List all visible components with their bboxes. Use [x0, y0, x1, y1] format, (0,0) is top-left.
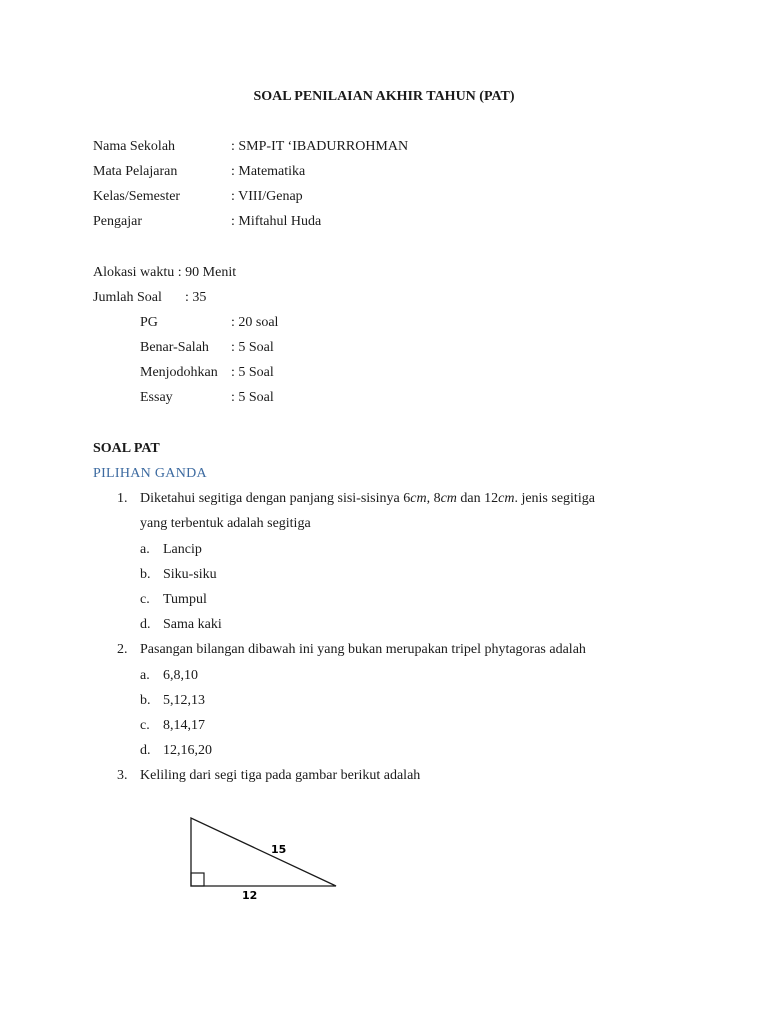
question-text: Pasangan bilangan dibawah ini yang bukan merupakan tripel phytagoras adalah — [140, 642, 586, 657]
question-text: Keliling dari segi tiga pada gambar berikut adalah — [140, 768, 421, 783]
option-letter: b. — [140, 567, 151, 582]
option-text: 6,8,10 — [163, 668, 198, 683]
option-text: Lancip — [163, 542, 202, 557]
document-title: SOAL PENILAIAN AKHIR TAHUN (PAT) — [253, 89, 515, 104]
right-angle-marker — [191, 873, 204, 886]
option-letter: b. — [140, 693, 151, 708]
class-semester-label: Kelas/Semester — [93, 189, 181, 204]
option-letter: a. — [140, 668, 150, 683]
school-name-label: Nama Sekolah — [93, 139, 176, 154]
question-count-value: : 35 — [185, 290, 207, 305]
option-text: Sama kaki — [163, 617, 222, 632]
question-text-continued: yang terbentuk adalah segitiga — [140, 516, 311, 531]
base-label: 12 — [242, 889, 258, 902]
school-name-value: : SMP-IT ‘IBADURROHMAN — [231, 139, 409, 154]
option-letter: c. — [140, 592, 150, 607]
question-number: 2. — [117, 642, 128, 657]
option-text: Siku-siku — [163, 567, 217, 582]
breakdown-label-pg: PG — [140, 315, 158, 330]
option-text: 8,14,17 — [163, 718, 205, 733]
breakdown-value-true-false: : 5 Soal — [231, 340, 274, 355]
teacher-value: : Miftahul Huda — [231, 214, 322, 229]
option-letter: d. — [140, 743, 151, 758]
option-letter: a. — [140, 542, 150, 557]
question-number: 1. — [117, 491, 128, 506]
question-text: Diketahui segitiga dengan panjang sisi-sisinya 6cm, 8cm dan 12cm. jenis segitiga — [140, 491, 595, 506]
breakdown-label-true-false: Benar-Salah — [140, 340, 209, 355]
subsection-heading: PILIHAN GANDA — [93, 466, 207, 481]
breakdown-label-essay: Essay — [140, 390, 173, 405]
option-text: 5,12,13 — [163, 693, 205, 708]
breakdown-label-matching: Menjodohkan — [140, 365, 218, 380]
subject-label: Mata Pelajaran — [93, 164, 178, 179]
breakdown-value-essay: : 5 Soal — [231, 390, 274, 405]
triangle-shape — [191, 818, 336, 886]
class-semester-value: : VIII/Genap — [231, 189, 303, 204]
option-letter: c. — [140, 718, 150, 733]
teacher-label: Pengajar — [93, 214, 142, 229]
hypotenuse-label: 15 — [271, 843, 287, 856]
breakdown-value-pg: : 20 soal — [231, 315, 279, 330]
option-letter: d. — [140, 617, 151, 632]
question-count-label: Jumlah Soal — [93, 290, 162, 305]
breakdown-value-matching: : 5 Soal — [231, 365, 274, 380]
time-allocation: Alokasi waktu : 90 Menit — [93, 265, 237, 280]
question-number: 3. — [117, 768, 128, 783]
option-text: Tumpul — [163, 592, 207, 607]
section-heading: SOAL PAT — [93, 441, 160, 456]
subject-value: : Matematika — [231, 164, 306, 179]
option-text: 12,16,20 — [163, 743, 212, 758]
right-triangle-figure — [180, 810, 350, 910]
